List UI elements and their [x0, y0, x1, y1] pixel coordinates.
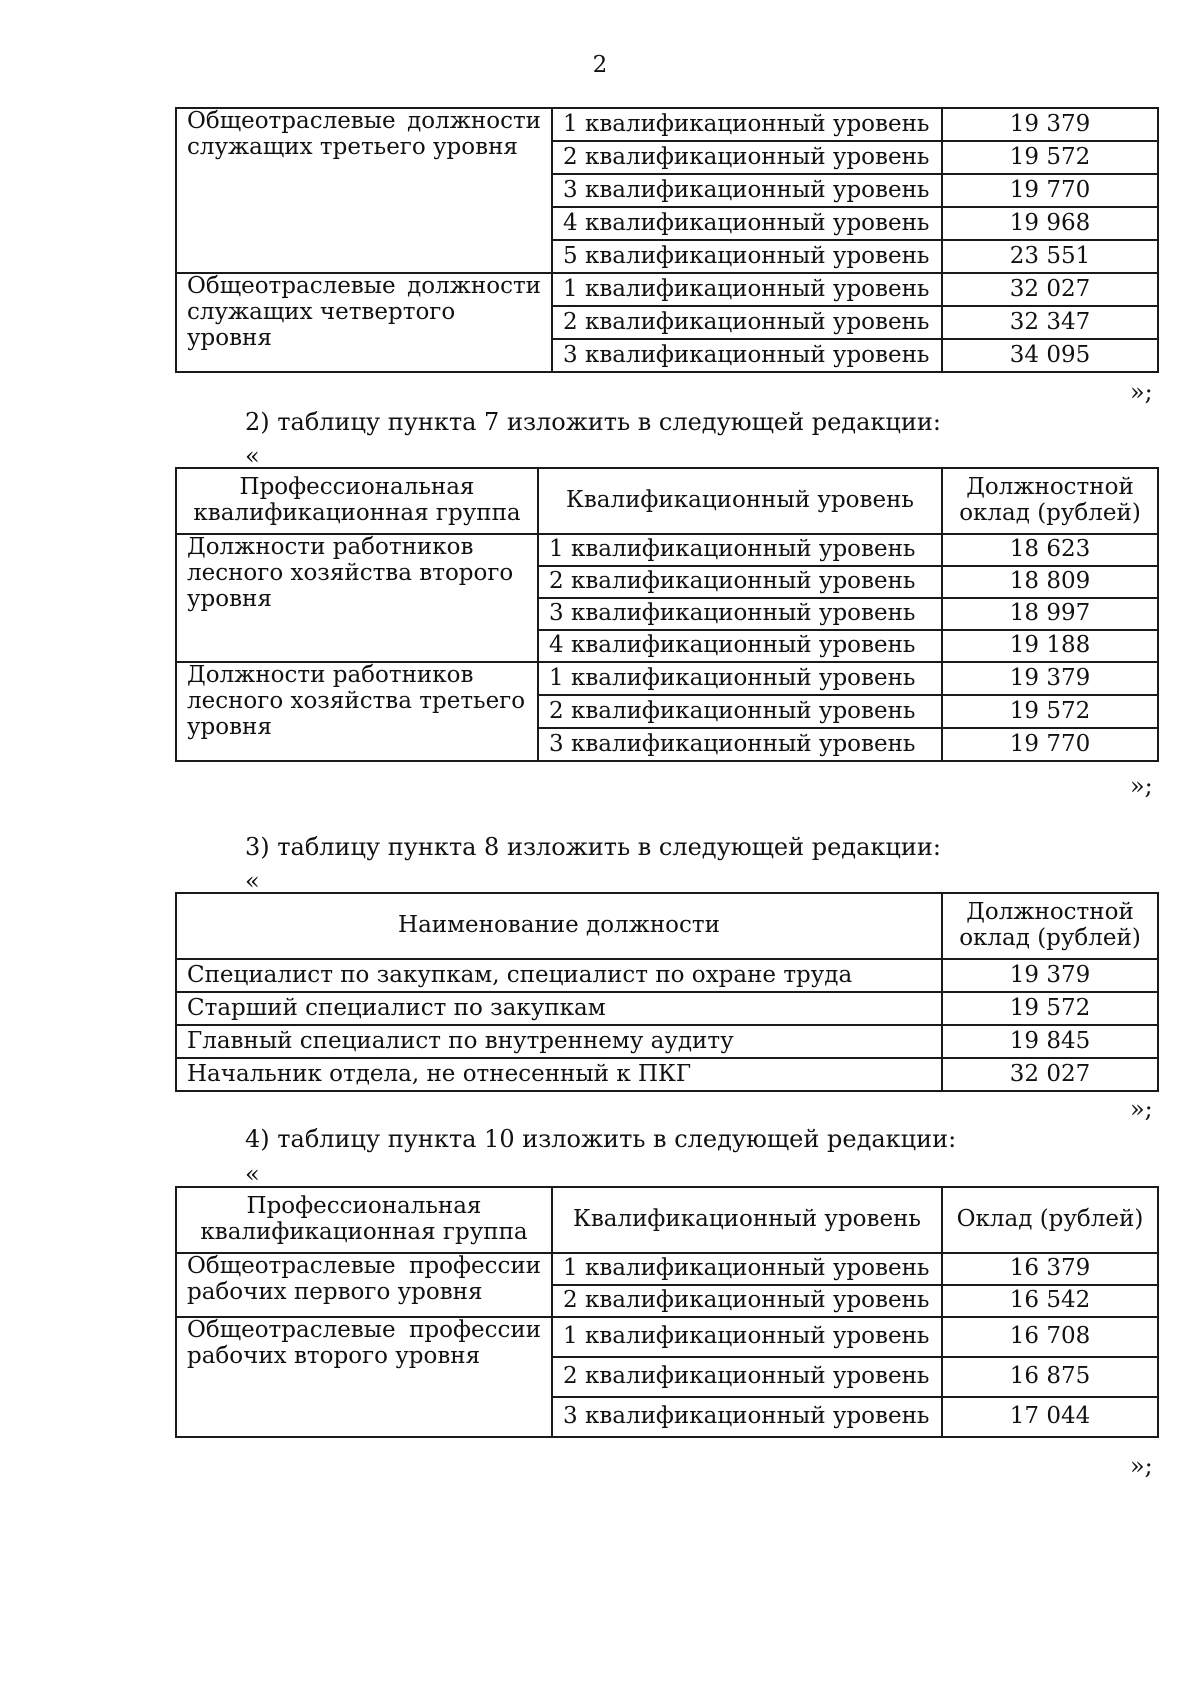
salary-cell: 32 027	[942, 273, 1158, 306]
header-level: Квалификационный уровень	[552, 1187, 942, 1253]
position-cell: Начальник отдела, не отнесенный к ПКГ	[176, 1058, 942, 1091]
closing-quote: »;	[1130, 1452, 1153, 1480]
header-group: Профессиональная квалификационная группа	[176, 468, 538, 534]
table-continued-salaries	[175, 107, 1159, 373]
header-salary: Оклад (рублей)	[942, 1187, 1158, 1253]
group-name-line: Общеотраслевые должности	[187, 273, 541, 299]
opening-quote: «	[245, 442, 260, 470]
salary-cell: 19 379	[942, 108, 1158, 141]
section-3-heading: 3) таблицу пункта 8 изложить в следующей редакции:	[245, 833, 941, 861]
level-cell: 4 квалификационный уровень	[538, 630, 942, 662]
closing-quote: »;	[1130, 772, 1153, 800]
level-cell: 2 квалификационный уровень	[552, 141, 942, 174]
salary-cell: 19 770	[942, 174, 1158, 207]
level-cell: 3 квалификационный уровень	[552, 339, 942, 372]
level-cell: 2 квалификационный уровень	[552, 1285, 942, 1317]
position-cell: Главный специалист по внутреннему аудиту	[176, 1025, 942, 1058]
level-cell: 3 квалификационный уровень	[538, 728, 942, 761]
level-cell: 2 квалификационный уровень	[538, 695, 942, 728]
salary-cell: 19 379	[942, 959, 1158, 992]
section-4-heading: 4) таблицу пункта 10 изложить в следующей редакции:	[245, 1125, 957, 1153]
level-cell: 2 квалификационный уровень	[538, 566, 942, 598]
salary-cell: 19 845	[942, 1025, 1158, 1058]
salary-cell: 34 095	[942, 339, 1158, 372]
group-name-line: Общеотраслевые должности	[187, 108, 541, 134]
position-cell: Специалист по закупкам, специалист по охране труда	[176, 959, 942, 992]
level-cell: 3 квалификационный уровень	[552, 174, 942, 207]
closing-quote: »;	[1130, 1095, 1153, 1123]
level-cell: 2 квалификационный уровень	[552, 306, 942, 339]
salary-cell: 16 708	[942, 1317, 1158, 1357]
salary-cell: 19 188	[942, 630, 1158, 662]
level-cell: 4 квалификационный уровень	[552, 207, 942, 240]
salary-cell: 18 997	[942, 598, 1158, 630]
page-number: 2	[592, 52, 608, 78]
group-cell	[176, 273, 552, 372]
salary-cell: 17 044	[942, 1397, 1158, 1437]
level-cell: 1 квалификационный уровень	[552, 273, 942, 306]
group-name-line: рабочих первого уровня	[187, 1278, 483, 1305]
header-level: Квалификационный уровень	[538, 468, 942, 534]
level-cell: 3 квалификационный уровень	[538, 598, 942, 630]
level-cell: 1 квалификационный уровень	[538, 534, 942, 566]
salary-cell: 19 572	[942, 695, 1158, 728]
group-name-line: служащих четвертого уровня	[187, 298, 456, 351]
group-cell	[176, 108, 552, 273]
header-salary: Должностной оклад (рублей)	[942, 468, 1158, 534]
salary-cell: 18 809	[942, 566, 1158, 598]
level-cell: 1 квалификационный уровень	[538, 662, 942, 695]
salary-cell: 18 623	[942, 534, 1158, 566]
salary-cell: 19 379	[942, 662, 1158, 695]
salary-cell: 32 027	[942, 1058, 1158, 1091]
group-cell	[176, 1317, 552, 1437]
header-position: Наименование должности	[176, 893, 942, 959]
group-cell: Должности работников лесного хозяйства второго уровня	[176, 534, 538, 662]
header-group: Профессиональная квалификационная группа	[176, 1187, 552, 1253]
opening-quote: «	[245, 867, 260, 895]
table-worker-salaries	[175, 1186, 1159, 1438]
group-cell	[176, 1253, 552, 1317]
level-cell: 1 квалификационный уровень	[552, 108, 942, 141]
group-cell: Должности работников лесного хозяйства третьего уровня	[176, 662, 538, 761]
closing-quote: »;	[1130, 378, 1153, 406]
salary-cell: 16 542	[942, 1285, 1158, 1317]
group-name-line: рабочих второго уровня	[187, 1342, 481, 1369]
table-forestry-salaries	[175, 467, 1159, 762]
salary-cell: 19 770	[942, 728, 1158, 761]
level-cell: 3 квалификационный уровень	[552, 1397, 942, 1437]
section-2-heading: 2) таблицу пункта 7 изложить в следующей редакции:	[245, 408, 941, 436]
salary-cell: 19 968	[942, 207, 1158, 240]
salary-cell: 32 347	[942, 306, 1158, 339]
group-name-line: Общеотраслевые профессии	[187, 1253, 541, 1279]
salary-cell: 23 551	[942, 240, 1158, 273]
table-position-salaries	[175, 892, 1159, 1092]
group-name-line: Общеотраслевые профессии	[187, 1317, 541, 1343]
level-cell: 1 квалификационный уровень	[552, 1253, 942, 1285]
salary-cell: 16 875	[942, 1357, 1158, 1397]
salary-cell: 19 572	[942, 992, 1158, 1025]
salary-cell: 16 379	[942, 1253, 1158, 1285]
position-cell: Старший специалист по закупкам	[176, 992, 942, 1025]
level-cell: 2 квалификационный уровень	[552, 1357, 942, 1397]
level-cell: 5 квалификационный уровень	[552, 240, 942, 273]
opening-quote: «	[245, 1160, 260, 1188]
group-name-line: служащих третьего уровня	[187, 133, 518, 160]
level-cell: 1 квалификационный уровень	[552, 1317, 942, 1357]
salary-cell: 19 572	[942, 141, 1158, 174]
header-salary: Должностной оклад (рублей)	[942, 893, 1158, 959]
